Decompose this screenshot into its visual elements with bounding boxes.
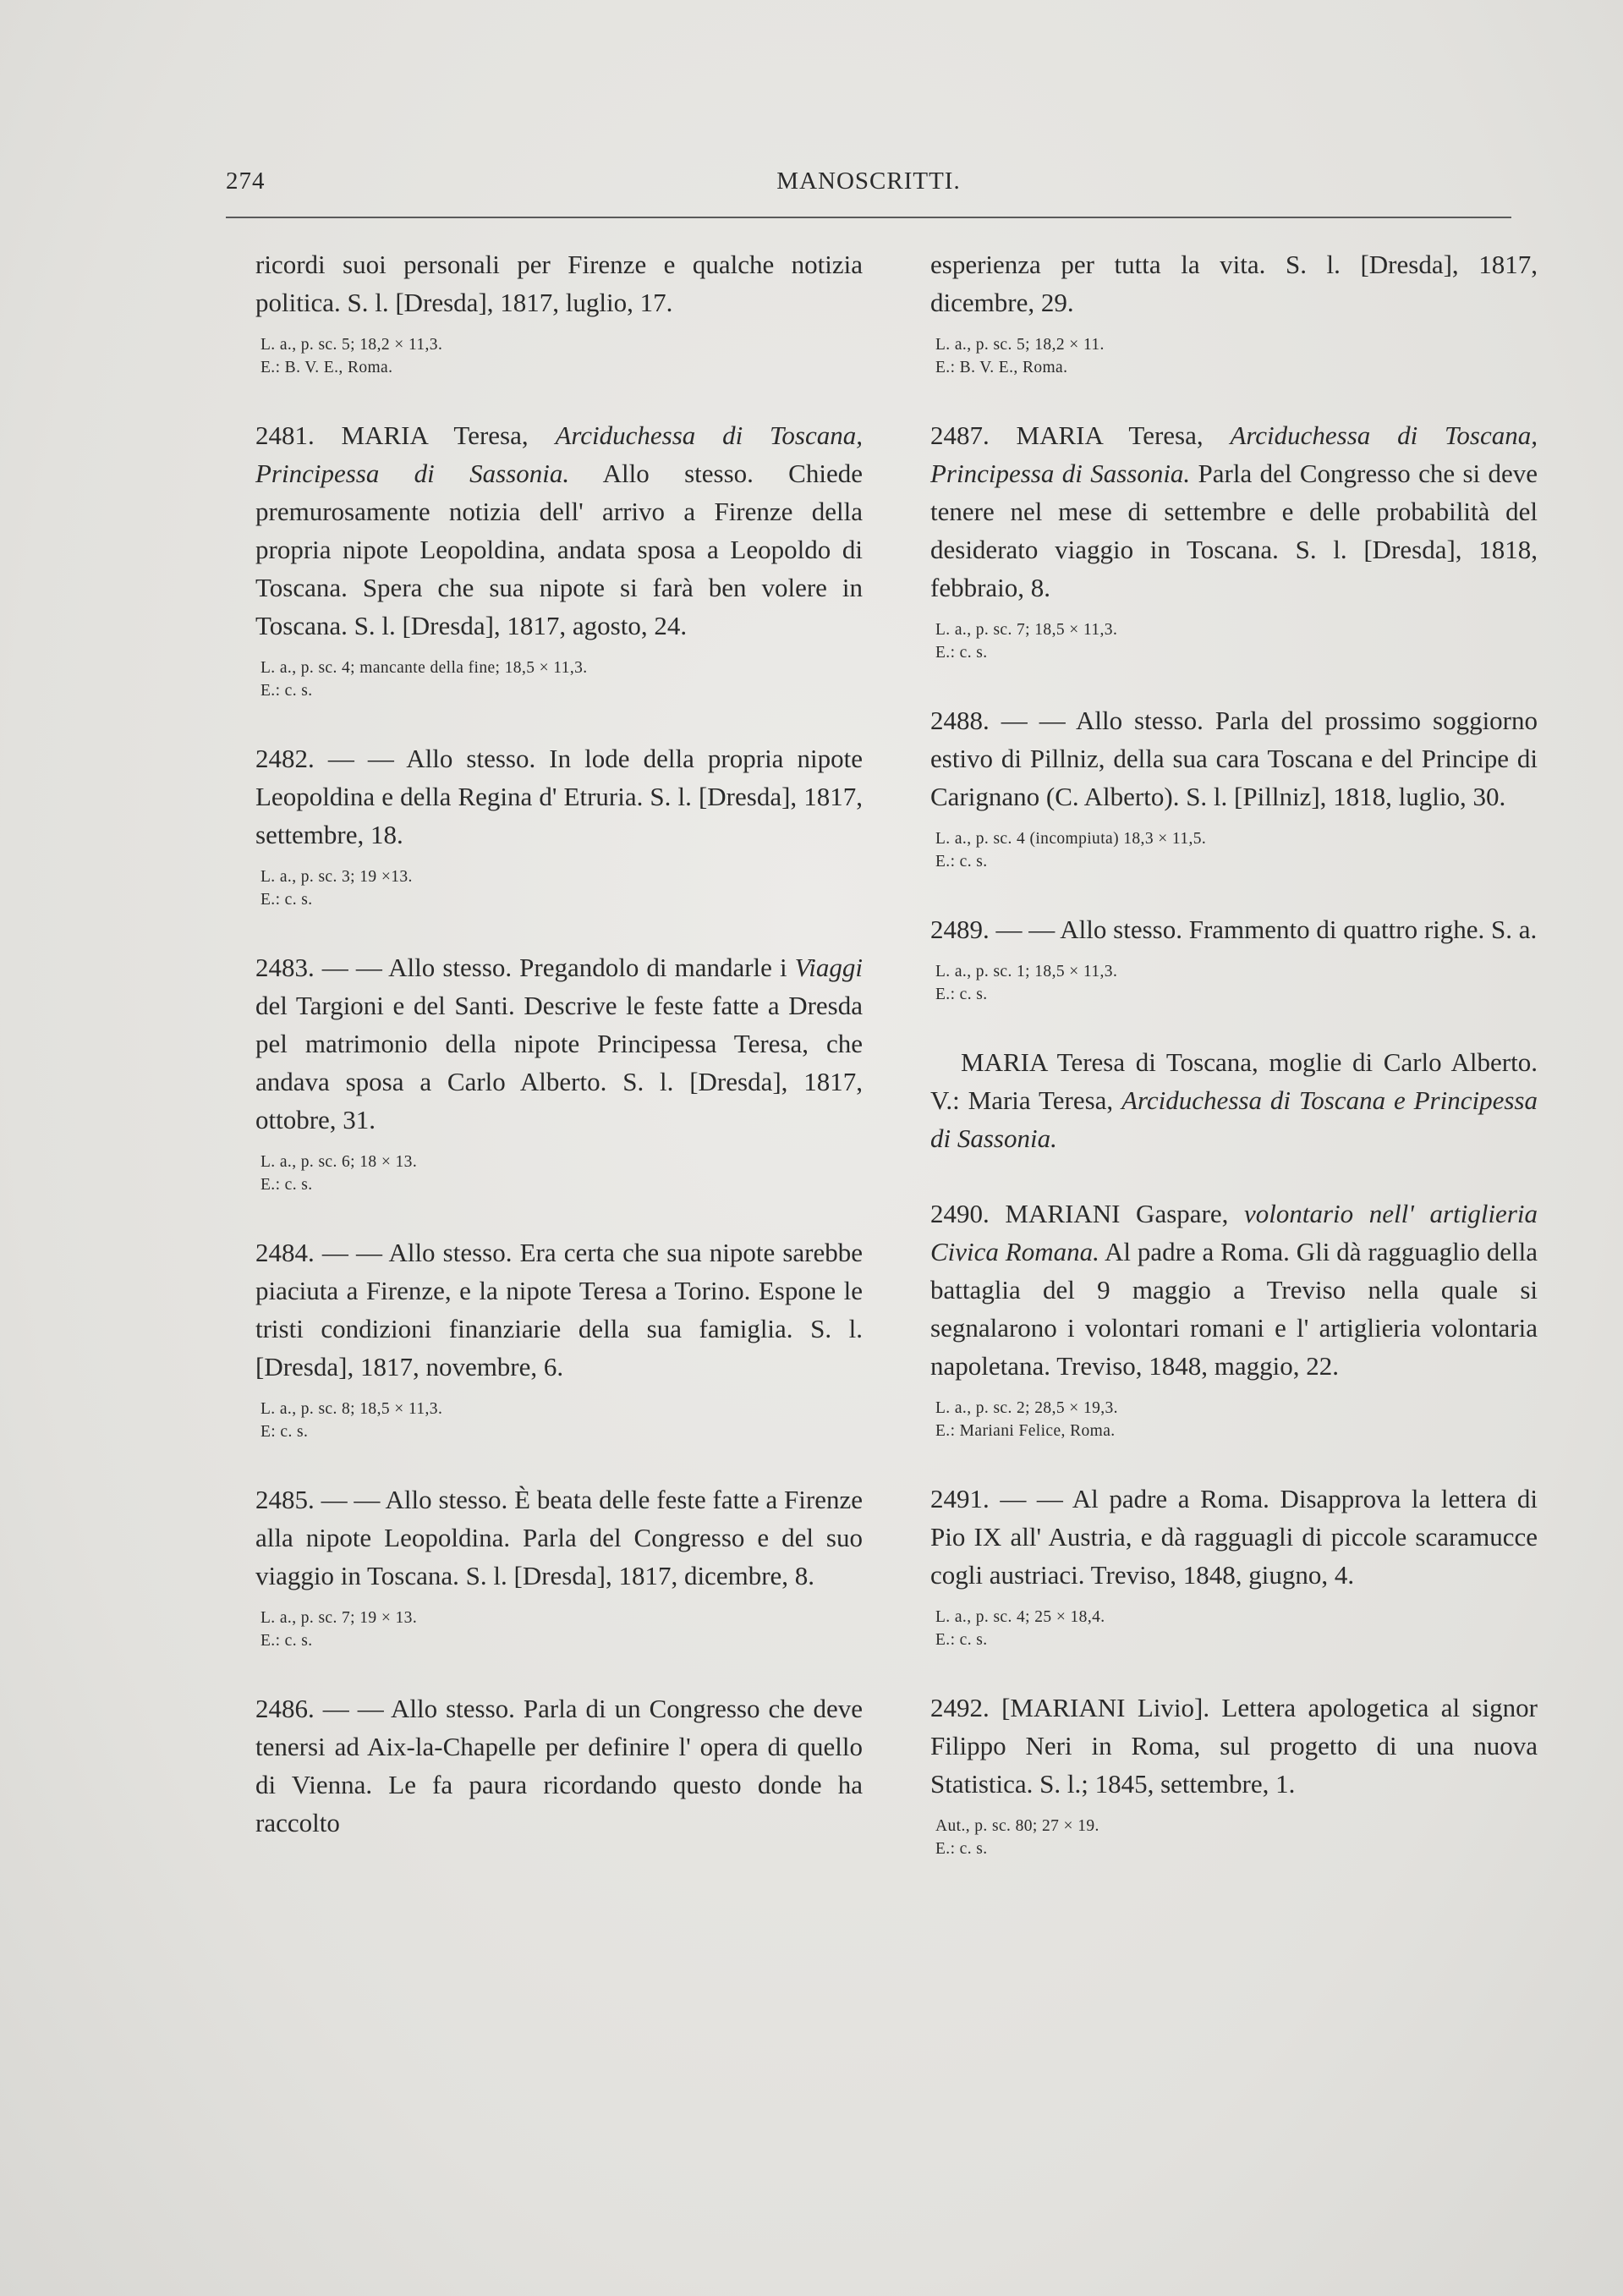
entry-meta	[935, 1397, 1538, 1442]
entry-italic: Arciduchessa di Toscana e Principessa di Sassonia.	[930, 1085, 1538, 1153]
entry-meta	[260, 1398, 863, 1443]
meta-line: L. a., p. sc. 5; 18,2 × 11,3.	[260, 336, 443, 354]
entry-text: del Targioni e del Santi. Descrive le feste fatte a Dresda pel matrimonio della nipote Principessa Teresa, che andava sposa a Carlo Alberto. S. l. [Dresda], 1817, ottobre, 31.	[255, 991, 863, 1134]
meta-line: E.: Mariani Felice, Roma.	[935, 1422, 1116, 1440]
entry-meta	[260, 333, 863, 379]
entry-text: Allo stesso. Frammento di quattro righe. S. a.	[1060, 915, 1538, 944]
entry-meta	[260, 1151, 863, 1196]
entry-number: 2481. MARIA Teresa,	[255, 420, 556, 450]
entry-2485	[255, 1480, 863, 1595]
entry-text: Allo stesso. Pregandolo di mandarle i	[388, 953, 795, 982]
entry-2481	[255, 416, 863, 645]
meta-line: E.: c. s.	[260, 891, 313, 909]
entry-number: 2492.	[930, 1693, 1002, 1722]
meta-line: L. a., p. sc. 4; 25 × 18,4.	[935, 1608, 1105, 1626]
meta-line: E.: c. s.	[935, 853, 988, 871]
entry-meta	[935, 333, 1538, 379]
entry-italic: Viaggi	[794, 953, 863, 982]
meta-line: E.: B. V. E., Roma.	[260, 359, 393, 376]
page-number: 274	[226, 168, 266, 195]
entry-text: MARIA Teresa di Toscana, moglie di Carlo Alberto. V.: Maria Teresa,	[930, 1047, 1538, 1115]
entry-number: 2483. — —	[255, 953, 389, 982]
entry-text: Allo stesso. Parla di un Congresso che deve tenersi ad Aix-la-Chapelle per definire l' opera di quello di Vienna. Le fa paura ricordando questo donde ha raccolto	[255, 1694, 863, 1837]
page-header	[226, 168, 1511, 206]
entry-meta	[260, 1607, 863, 1652]
entry-number: 2485. — —	[255, 1485, 386, 1514]
entry-2482	[255, 739, 863, 854]
entry-2490	[930, 1195, 1538, 1385]
entry-meta	[935, 1815, 1538, 1860]
entry-2489	[930, 910, 1538, 948]
meta-line: L. a., p. sc. 1; 18,5 × 11,3.	[935, 963, 1118, 980]
entry-meta	[935, 960, 1538, 1006]
meta-line: L. a., p. sc. 7; 19 × 13.	[260, 1609, 418, 1627]
entry-meta	[935, 1606, 1538, 1651]
meta-line: E.: c. s.	[260, 1176, 313, 1194]
meta-line: L. a., p. sc. 2; 28,5 × 19,3.	[935, 1399, 1118, 1417]
meta-line: E.: B. V. E., Roma.	[935, 359, 1068, 376]
meta-line: L. a., p. sc. 7; 18,5 × 11,3.	[935, 621, 1118, 639]
meta-line: L. a., p. sc. 6; 18 × 13.	[260, 1153, 418, 1171]
entry-number: 2487. MARIA Teresa,	[930, 420, 1231, 450]
entry-2491	[930, 1480, 1538, 1594]
entry-text: Parla del Congresso che si deve tenere nel mese di settembre e delle probabilità del desiderato viaggio in Toscana. S. l. [Dresda], 1818, febbraio, 8.	[930, 459, 1538, 602]
entry-2492	[930, 1689, 1538, 1803]
meta-line: E.: c. s.	[260, 1632, 313, 1650]
meta-line: E.: c. s.	[935, 1840, 988, 1858]
entry-italic: Arciduchessa di Toscana, Principessa di Sassonia.	[930, 420, 1538, 488]
entry-continuation	[930, 245, 1538, 321]
entry-number: 2482. — —	[255, 744, 407, 773]
entry-text: Allo stesso. Parla del prossimo soggiorno estivo di Pillniz, della sua cara Toscana e del Principe di Carignano (C. Alberto). S. l. [Pillniz], 1818, luglio, 30.	[930, 706, 1538, 811]
entry-text: Allo stesso. È beata delle feste fatte a Firenze alla nipote Leopoldina. Parla del Congresso e del suo viaggio in Toscana. S. l. [Dresda], 1817, dicembre, 8.	[255, 1485, 863, 1590]
entry-italic: volontario nell' artiglieria Civica Romana.	[930, 1199, 1538, 1266]
entry-text: ricordi suoi personali per Firenze e qualche notizia politica. S. l. [Dresda], 1817, luglio, 17.	[255, 250, 863, 317]
entry-text: esperienza per tutta la vita. S. l. [Dresda], 1817, dicembre, 29.	[930, 250, 1538, 317]
meta-line: L. a., p. sc. 3; 19 ×13.	[260, 868, 413, 886]
entry-2488	[930, 701, 1538, 816]
meta-line: L. a., p. sc. 4; mancante della fine; 18,5 × 11,3.	[260, 659, 588, 677]
entry-number: 2490. MARIANI Gaspare,	[930, 1199, 1244, 1228]
meta-line: E.: c. s.	[935, 1631, 988, 1649]
header-rule	[226, 217, 1511, 218]
meta-line: L. a., p. sc. 4 (incompiuta) 18,3 × 11,5.	[935, 830, 1207, 848]
entry-continuation	[255, 245, 863, 321]
meta-line: E: c. s.	[260, 1423, 309, 1441]
entry-text: Allo stesso. Chiede premurosamente notizia dell' arrivo a Firenze della propria nipote Leopoldina, andata sposa a Leopoldo di Toscana. Spera che sua nipote si farà ben volere in Toscana. S. l. [Dresda], 1817, agosto, 24.	[255, 459, 863, 640]
meta-line: L. a., p. sc. 5; 18,2 × 11.	[935, 336, 1105, 354]
entry-number: 2484. — —	[255, 1238, 389, 1267]
left-column	[255, 245, 863, 1842]
meta-line: E.: c. s.	[260, 682, 313, 700]
entry-2487	[930, 416, 1538, 607]
cross-reference	[930, 1043, 1538, 1157]
entry-meta	[260, 865, 863, 911]
entry-text: Allo stesso. In lode della propria nipote Leopoldina e della Regina d' Etruria. S. l. [Dresda], 1817, settembre, 18.	[255, 744, 863, 849]
entry-number: 2491. — —	[930, 1484, 1072, 1513]
entry-meta	[935, 618, 1538, 664]
entry-2483	[255, 948, 863, 1139]
entry-number: 2486. — —	[255, 1694, 391, 1723]
meta-line: Aut., p. sc. 80; 27 × 19.	[935, 1817, 1099, 1835]
entry-number: 2489. — —	[930, 915, 1061, 944]
entry-2484	[255, 1233, 863, 1386]
entry-text: Al padre a Roma. Disapprova la lettera di Pio IX all' Austria, e dà ragguagli di piccole scaramucce cogli austriaci. Treviso, 1848, giugno, 4.	[930, 1484, 1538, 1590]
right-column	[930, 245, 1538, 1860]
entry-text: Al padre a Roma. Gli dà ragguaglio della battaglia del 9 maggio a Treviso nella quale si segnalarono i volontari romani e l' artiglieria volontaria napoletana. Treviso, 1848, maggio, 22.	[930, 1237, 1538, 1381]
entry-meta	[260, 656, 863, 702]
entry-text: Allo stesso. Era certa che sua nipote sarebbe piaciuta a Firenze, e la nipote Teresa a Torino. Espone le tristi condizioni finanziarie della sua famiglia. S. l. [Dresda], 1817, novembre, 6.	[255, 1238, 863, 1381]
meta-line: E.: c. s.	[935, 986, 988, 1003]
entry-2486	[255, 1689, 863, 1842]
entry-italic: Arciduchessa di Toscana, Principessa di Sassonia.	[255, 420, 863, 488]
entry-meta	[935, 827, 1538, 873]
entry-number: 2488. — —	[930, 706, 1076, 735]
meta-line: E.: c. s.	[935, 644, 988, 662]
entry-text: [MARIANI Livio]. Lettera apologetica al signor Filippo Neri in Roma, sul progetto di una nuova Statistica. S. l.; 1845, settembre, 1.	[930, 1693, 1538, 1799]
page-title: MANOSCRITTI.	[776, 168, 961, 195]
meta-line: L. a., p. sc. 8; 18,5 × 11,3.	[260, 1400, 443, 1418]
